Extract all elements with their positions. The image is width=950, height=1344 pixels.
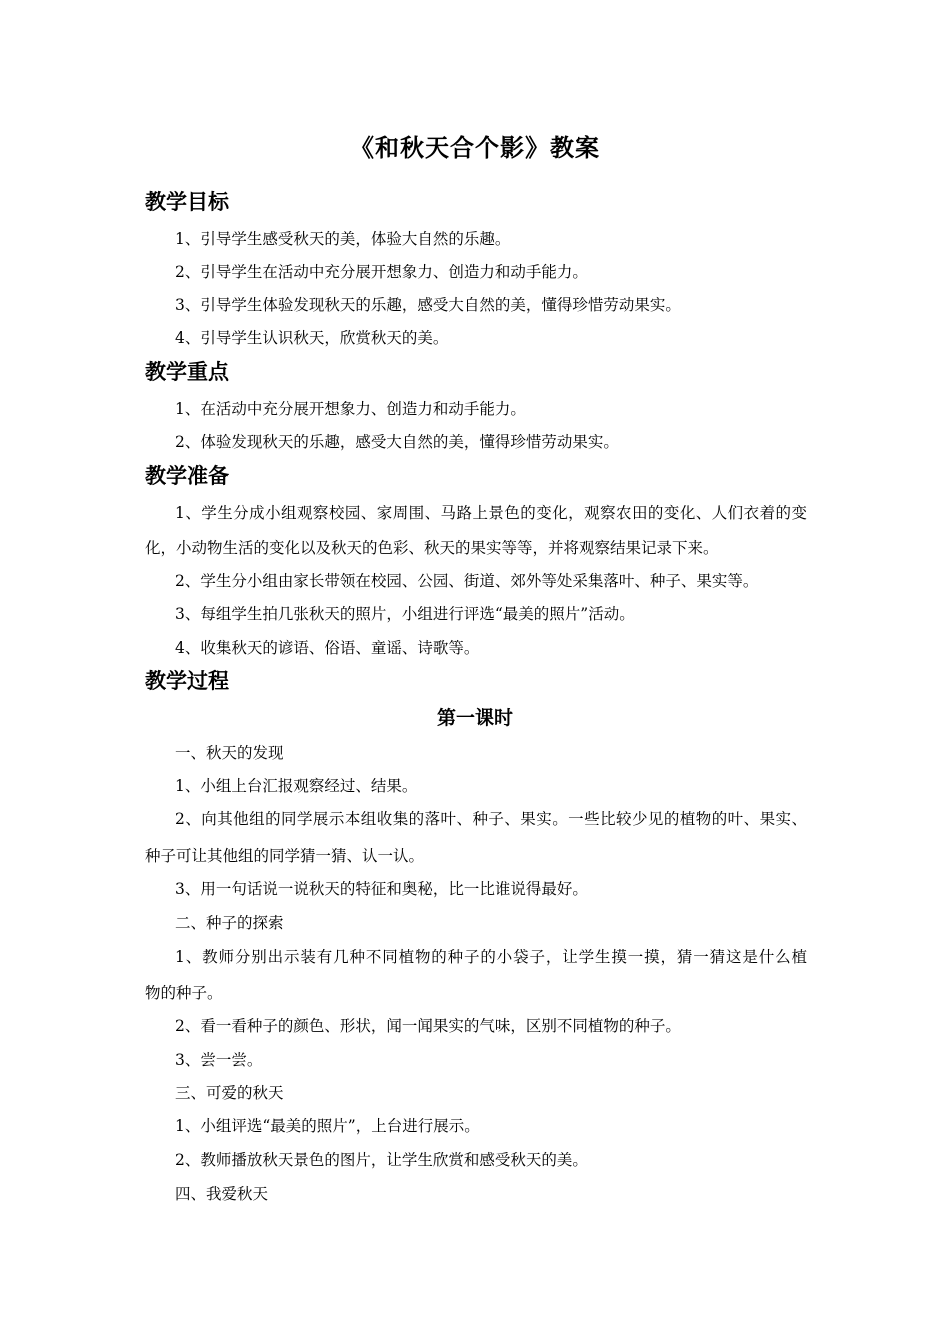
goal-item-1: 1、引导学生感受秋天的美，体验大自然的乐趣。 xyxy=(175,230,511,248)
part-4-title: 四、我爱秋天 xyxy=(175,1185,269,1203)
heading-focus: 教学重点 xyxy=(145,360,229,384)
part-1-item-1: 1、小组上台汇报观察经过、结果。 xyxy=(175,777,418,795)
part-2-title: 二、种子的探索 xyxy=(175,914,284,932)
document-title: 《和秋天合个影》教案 xyxy=(350,134,600,162)
part-1-item-2-line-2: 种子可让其他组的同学猜一猜、认一认。 xyxy=(145,847,425,865)
prep-item-3: 3、每组学生拍几张秋天的照片，小组进行评选“最美的照片”活动。 xyxy=(175,605,635,623)
part-2-item-1-line-1: 1、教师分别出示装有几种不同植物的种子的小袋子，让学生摸一摸，猜一猜这是什么植 xyxy=(175,948,807,966)
part-2-item-3: 3、尝一尝。 xyxy=(175,1051,263,1069)
prep-item-2: 2、学生分小组由家长带领在校园、公园、街道、郊外等处采集落叶、种子、果实等。 xyxy=(175,572,759,590)
part-2-item-2: 2、看一看种子的颜色、形状，闻一闻果实的气味，区别不同植物的种子。 xyxy=(175,1017,681,1035)
heading-goals: 教学目标 xyxy=(145,190,229,214)
heading-prep: 教学准备 xyxy=(145,464,229,488)
goal-item-4: 4、引导学生认识秋天，欣赏秋天的美。 xyxy=(175,329,449,347)
focus-item-1: 1、在活动中充分展开想象力、创造力和动手能力。 xyxy=(175,400,526,418)
goal-item-2: 2、引导学生在活动中充分展开想象力、创造力和动手能力。 xyxy=(175,263,588,281)
lesson-title: 第一课时 xyxy=(436,707,513,729)
heading-process: 教学过程 xyxy=(145,669,229,693)
prep-item-1-line-2: 化，小动物生活的变化以及秋天的色彩、秋天的果实等等，并将观察结果记录下来。 xyxy=(145,539,719,557)
prep-item-1-line-1: 1、学生分成小组观察校园、家周围、马路上景色的变化，观察农田的变化、人们衣着的变 xyxy=(175,504,807,522)
prep-item-4: 4、收集秋天的谚语、俗语、童谣、诗歌等。 xyxy=(175,639,480,657)
part-1-item-3: 3、用一句话说一说秋天的特征和奥秘，比一比谁说得最好。 xyxy=(175,880,588,898)
part-1-title: 一、秋天的发现 xyxy=(175,744,284,762)
focus-item-2: 2、体验发现秋天的乐趣，感受大自然的美，懂得珍惜劳动果实。 xyxy=(175,433,619,451)
part-3-item-2: 2、教师播放秋天景色的图片，让学生欣赏和感受秋天的美。 xyxy=(175,1151,588,1169)
part-3-title: 三、可爱的秋天 xyxy=(175,1084,284,1102)
part-1-item-2-line-1: 2、向其他组的同学展示本组收集的落叶、种子、果实。一些比较少见的植物的叶、果实、 xyxy=(175,810,807,828)
part-3-item-1: 1、小组评选“最美的照片”，上台进行展示。 xyxy=(175,1117,480,1135)
goal-item-3: 3、引导学生体验发现秋天的乐趣，感受大自然的美，懂得珍惜劳动果实。 xyxy=(175,296,681,314)
part-2-item-1-line-2: 物的种子。 xyxy=(145,984,223,1002)
